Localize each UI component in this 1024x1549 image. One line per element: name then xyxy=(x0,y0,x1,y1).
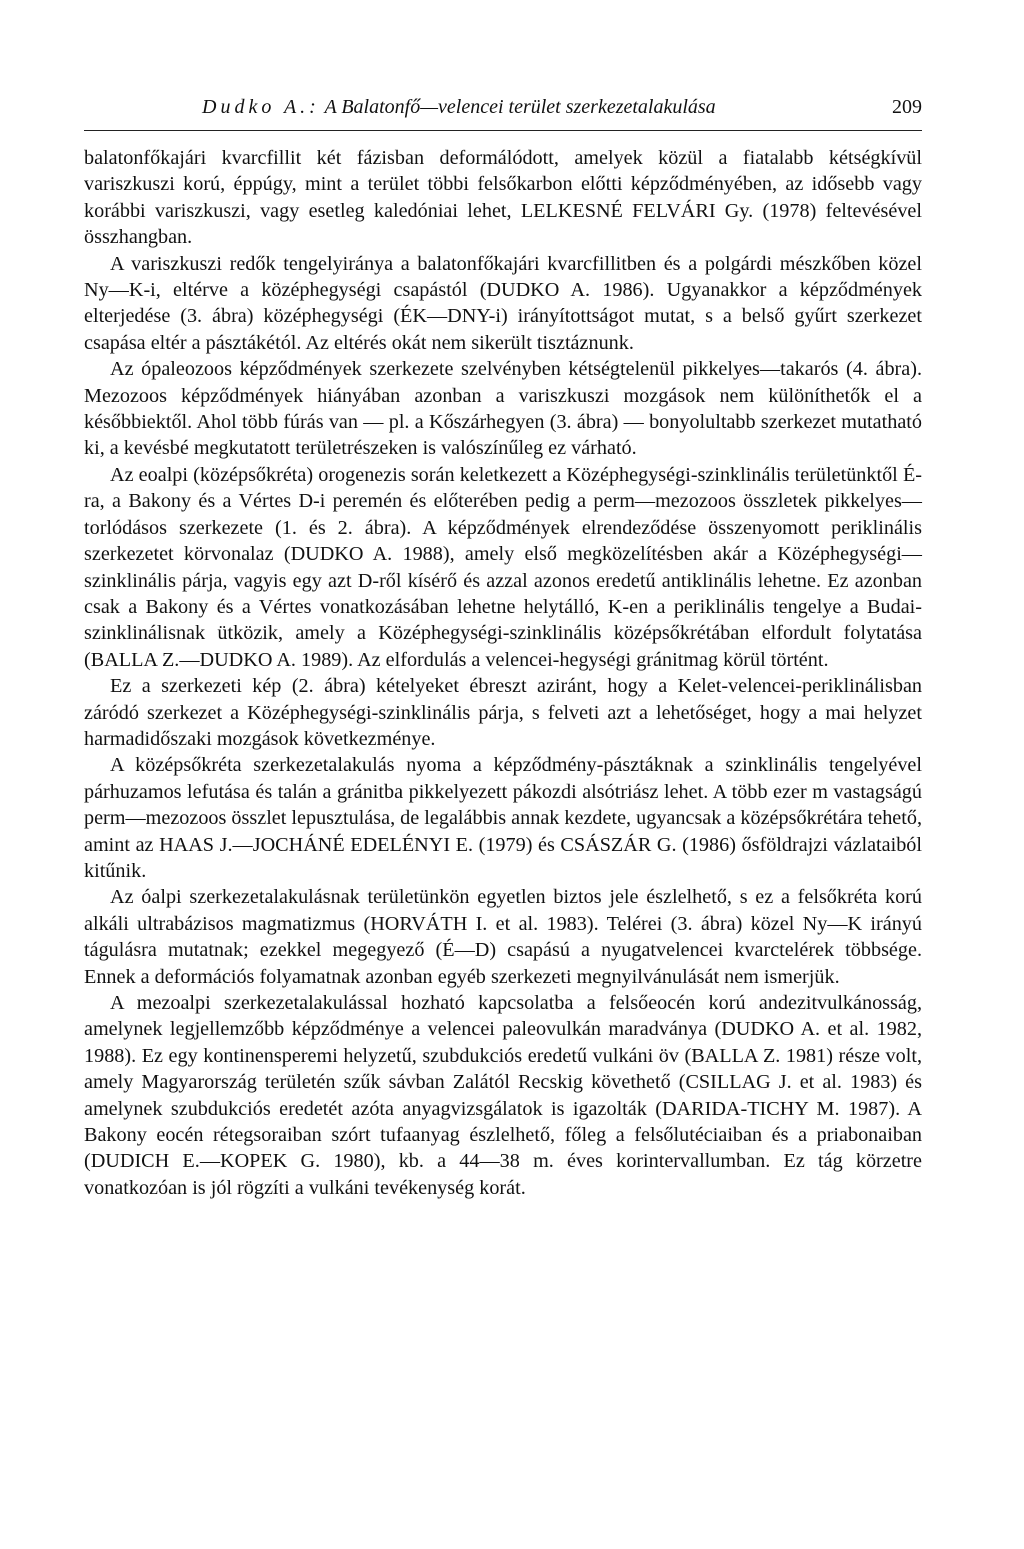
page xyxy=(84,92,922,1201)
page-number: 209 xyxy=(892,96,922,118)
running-head xyxy=(84,92,922,122)
paragraph: Az ópaleozoos képződmények szerkezete szelvényben kétségtelenül pikkelyes—takarós (4. ábra). Mezozoos képződmények hiányában azonban a variszkuszi mozgások nem különíthetők el a későbbiektől. Ahol több fúrás van — pl. a Kőszárhegyen (3. ábra) — bonyolultabb szerkezet mutatható ki, a kevésbé megkutatott területrészeken is valószínűleg ez várható. xyxy=(84,358,922,460)
paragraph: A mezoalpi szerkezetalakulással hozható kapcsolatba a felsőeocén korú andezitvulkánosság, amelynek legjellemzőbb képződménye a velencei paleovulkán maradványa (DUDKO A. et al. 1982, 1988). Ez egy kontinensperemi helyzetű, szubdukciós eredetű vulkáni öv (BALLA Z. 1981) része volt, amely Magyarország területén szűk sávban Zalától Recskig követhető (CSILLAG J. et al. 1983) és amelynek szubdukciós eredetét azóta anyagvizsgálatok is igazolták (DARIDA-TICHY M. 1987). A Bakony eocén rétegsoraiban szórt tufaanyag észlelhető, főleg a felsőlutéciaiban és a priabonaiban (DUDICH E.—KOPEK G. 1980), kb. a 44—38 m. éves korintervallumban. Ez tág körzetre vonatkozóan is jól rögzíti a vulkáni tevékenység korát. xyxy=(84,992,922,1199)
header-rule xyxy=(84,130,922,131)
article-title: A Balatonfő—velencei terület szerkezetalakulása xyxy=(324,96,716,118)
author-name: Dudko A.: xyxy=(202,96,320,118)
paragraph: balatonfőkajári kvarcfillit két fázisban deformálódott, amelyek közül a fiatalabb kétségkívül variszkuszi korú, éppúgy, mint a terület többi felsőkarbon előtti képződményében, az idősebb vagy korábbi variszkuszi, vagy esetleg kaledóniai lehet, LELKESNÉ FELVÁRI Gy. (1978) feltevésével összhangban. xyxy=(84,147,922,249)
paragraph: A variszkuszi redők tengelyiránya a balatonfőkajári kvarcfillitben és a polgárdi mészkőben közel Ny—K-i, eltérve a középhegységi csapástól (DUDKO A. 1986). Ugyanakkor a képződmények elterjedése (3. ábra) középhegységi (ÉK—DNY-i) irányítottságot mutat, s a belső gyűrt szerkezet csapása eltér a pásztákétól. Az eltérés okát nem sikerült tisztáznunk. xyxy=(84,252,922,354)
running-title xyxy=(202,92,716,122)
paragraph: Ez a szerkezeti kép (2. ábra) kételyeket ébreszt aziránt, hogy a Kelet-velencei-periklinálisban záródó szerkezet a Középhegységi-szinklinális párja, s felveti azt a lehetőséget, hogy a mai helyzet harmadidőszaki mozgások következménye. xyxy=(84,675,922,750)
body-text xyxy=(84,145,922,1201)
paragraph: Az eoalpi (középsőkréta) orogenezis során keletkezett a Középhegységi-szinklinális területünktől É-ra, a Bakony és a Vértes D-i peremén és előterében pedig a perm—mezozoos összletek pikkelyes—torlódásos szerkezete (1. és 2. ábra). A képződmények elrendeződése összenyomott periklinális szerkezetet körvonalaz (DUDKO A. 1988), amely első megközelítésben akár a Középhegységi—szinklinális párja, vagyis egy azt D-ről kísérő és azzal azonos eredetű antiklinális lehetne. Ez azonban csak a Bakony és a Vértes vonatkozásában lehetne helytálló, K-en a periklinális tengelye a Budai-szinklinálisnak ütközik, amely a Középhegységi-szinklinális középsőkrétában elfordult folytatása (BALLA Z.—DUDKO A. 1989). Az elfordulás a velencei-hegységi gránitmag körül történt. xyxy=(84,463,922,671)
paragraph: A középsőkréta szerkezetalakulás nyoma a képződmény-pásztáknak a szinklinális tengelyével párhuzamos lefutása és talán a gránitba pikkelyezett pákozdi alsótriász lehet. A több ezer m vastagságú perm—mezozoos összlet lepusztulása, de legalábbis annak kezdete, ugyancsak a középsőkrétára tehető, amint az HAAS J.—JOCHÁNÉ EDELÉNYI E. (1979) és CSÁSZÁR G. (1986) ősföldrajzi vázlataiból kitűnik. xyxy=(84,754,923,882)
paragraph: Az óalpi szerkezetalakulásnak területünkön egyetlen biztos jele észlelhető, s ez a felsőkréta korú alkáli ultrabázisos magmatizmus (HORVÁTH I. et al. 1983). Telérei (3. ábra) közel Ny—K irányú tágulásra mutatnak; ezekkel megegyező (É—D) csapású a nyugatvelencei kvarctelérek többsége. Ennek a deformációs folyamatnak azonban egyéb szerkezeti megnyilvánulását nem ismerjük. xyxy=(84,886,922,988)
